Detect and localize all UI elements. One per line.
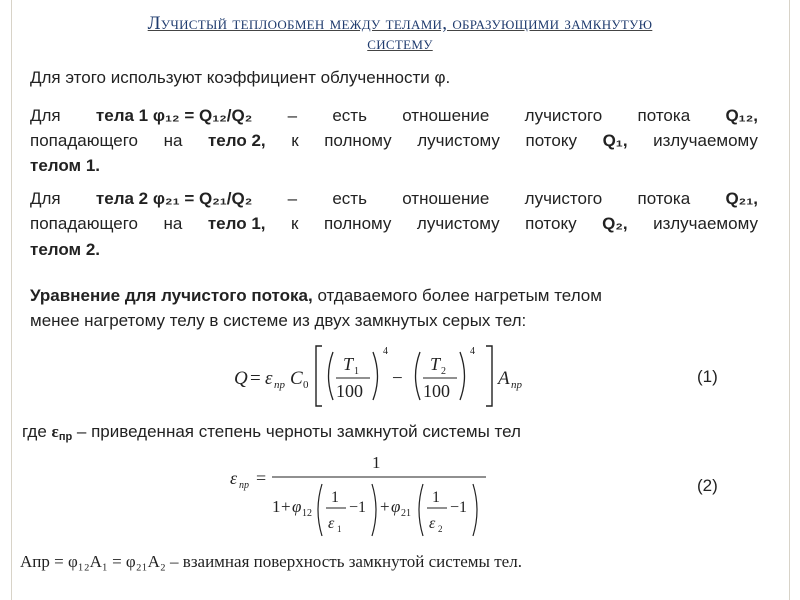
f2-paren-1-right [372,484,376,536]
f2-plus-2: + [380,497,390,516]
f1-Q: Q [234,368,248,389]
f2-eq: = [256,468,267,488]
f2-frac1-num: 1 [331,489,339,506]
f2-minus1-a: −1 [349,499,367,516]
f2-minus1-b: −1 [450,499,468,516]
body1-line2: попадающего на тело 2, к полному лучистому потоку Q₁, излучаемому [30,131,758,150]
f1-T1-sub: 1 [354,366,359,377]
where-line: где εпр – приведенная степень черноты замкнутой системы тел [22,422,521,443]
f1-eps-sub: пр [274,379,285,391]
f2-paren-2-right [473,484,477,536]
body1-line1: Для тела 1 φ₁₂ = Q₁₂/Q₂ – есть отношение лучистого потока Q₁₂, [30,106,758,125]
f1-outer-bracket-left [316,346,322,406]
f1-T2-sub: 2 [441,366,446,377]
f1-paren-1-right [373,352,378,400]
f2-one: 1 [272,497,281,516]
f1-C-sub: 0 [303,379,309,391]
f1-T1: T [343,354,354,374]
f2-phi12: φ [292,497,302,516]
intro-text: Для этого используют коэффициент облученности φ. [30,68,451,87]
f2-e2-sub: 2 [438,524,443,534]
formula-1 [230,340,550,412]
f1-minus: − [392,368,403,389]
f2-paren-2-left [419,484,423,536]
f1-paren-2-right [460,352,465,400]
f1-outer-bracket-right [486,346,492,406]
f1-power-2: 4 [470,346,475,357]
f1-power-1: 4 [383,346,388,357]
f1-denom-2: 100 [423,381,450,401]
f1-C: C [290,368,303,389]
f1-paren-1-left [329,352,334,400]
f2-plus-1: + [281,497,291,516]
f1-T2: T [430,354,441,374]
f2-e1: ε [328,515,335,532]
f1-A: A [498,368,510,389]
f1-eps: ε [265,368,273,389]
body2-line1: Для тела 2 φ₂₁ = Q₂₁/Q₂ – есть отношение лучистого потока Q₂₁, [30,189,758,208]
body2-line3: телом 2. [30,240,100,259]
body1-line3: телом 1. [30,156,100,175]
f1-paren-2-left [416,352,421,400]
f1-A-sub: пр [511,379,522,391]
f2-frac2-num: 1 [432,489,440,506]
f2-phi21-sub: 21 [401,508,411,519]
f2-numerator: 1 [372,453,381,472]
f1-denom-1: 100 [336,381,363,401]
f2-paren-1-left [318,484,322,536]
equation-intro-line1: Уравнение для лучистого потока, отдаваемого более нагретым телом [30,286,602,305]
f2-e2: ε [429,515,436,532]
body2-line2: попадающего на тело 1, к полному лучистому потоку Q₂, излучаемому [30,214,758,233]
formula-2-number: (2) [697,476,718,495]
f2-eps: ε [230,468,238,488]
f2-phi21: φ [391,497,401,516]
f1-eq: = [250,368,261,389]
footer-equation: Aпр = φ₁₂A₁ = φ₂₁A₂ – взаимная поверхность замкнутой системы тел. [20,552,522,571]
slide-title-line1: Лучистый теплообмен между телами, образующими замкнутую [147,13,653,34]
f2-eps-sub: пр [239,480,249,491]
formula-1-number: (1) [697,367,718,386]
f2-e1-sub: 1 [337,524,342,534]
equation-intro-line2: менее нагретому телу в системе из двух замкнутых серых тел: [30,311,527,330]
formula-2 [228,450,498,540]
f2-phi12-sub: 12 [302,508,312,519]
slide-title-line2: систему [367,33,433,54]
